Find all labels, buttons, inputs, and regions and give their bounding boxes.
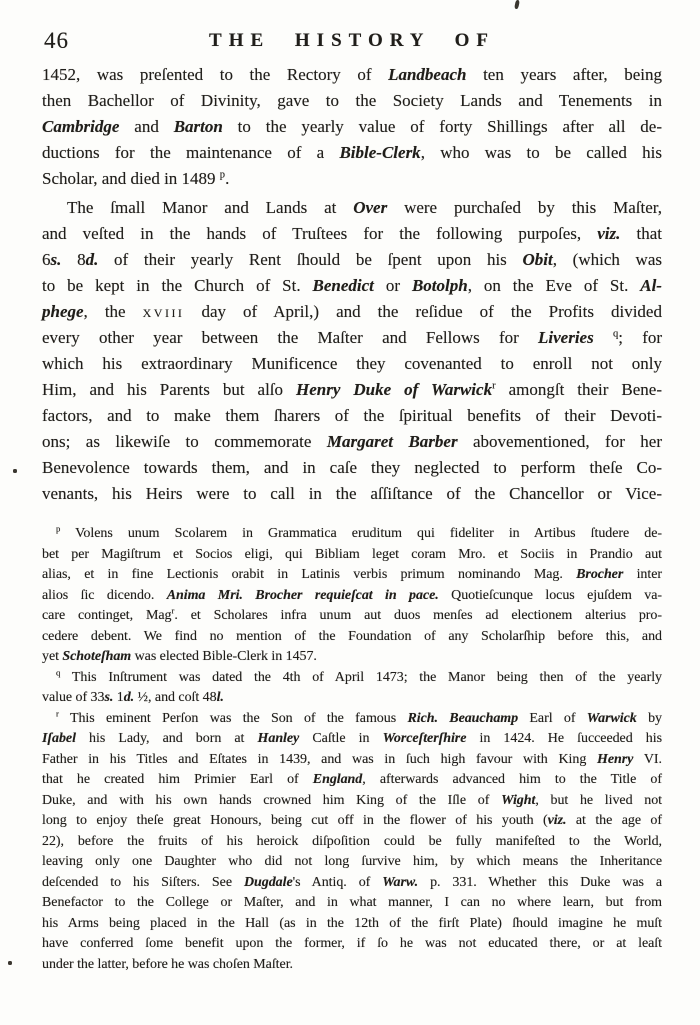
text-line: ons; as likewiſe to commemorate Margaret Barber abovementioned, for her (42, 432, 662, 451)
text-line: 6s. 8d. of their yearly Rent ſhould be ſpent upon his Obit, (which was (42, 250, 663, 269)
text-line: his Arms being placed in the Hall (as in the 12th of the firſt Plate) ſhould imagine he muſt (42, 915, 662, 931)
page-number: 46 (44, 28, 69, 53)
text-line: The ſmall Manor and Lands at Over were purchaſed by this Maſter, (67, 198, 662, 217)
text-line: under the latter, before he was choſen Maſter. (42, 956, 293, 972)
paragraph (42, 195, 662, 507)
text-line: factors, and to make them ſharers of the ſpiritual benefits of their Devoti- (42, 406, 662, 425)
text-line: Duke, and with his own hands crowned him King of the Iſle of Wight, but he lived not (42, 792, 662, 808)
paragraph (42, 668, 662, 709)
running-title: THE HISTORY OF (209, 30, 495, 51)
text-line: bet per Magiſtrum et Socios eligi, qui Bibliam leget coram Mro. et Sociis in Prandio aut (42, 546, 662, 562)
text-line: venants, his Heirs were to call in the aſſiſtance of the Chancellor or Vice- (42, 484, 662, 503)
text-line: Him, and his Parents but alſo Henry Duke of Warwick$^r$ amongſt their Bene- (42, 380, 663, 399)
paragraph (42, 709, 662, 976)
text-line: alios ſic dicendo. Anima Mri. Brocher requieſcat in pace. Quotieſcunque locus ejuſdem va- (42, 587, 662, 603)
text-line: every other year between the Maſter and Fellows for Liveries $^q$; for (42, 328, 663, 347)
text-line: alias, et in fine Lectionis orabit in Latinis verbis primum nominando Mag. Brocher inter (42, 567, 663, 582)
scan-speck (13, 469, 17, 473)
text-line: $^r$ This eminent Perſon was the Son of the famous Rich. Beauchamp Earl of Warwick by (56, 707, 662, 726)
text-line: yet Schoteſham was elected Bible-Clerk in 1457. (42, 649, 317, 664)
text-line: have conferred ſome benefit upon the former, if ſo he was not educated there, or at leaſt (42, 936, 662, 951)
text-line: deſcended to his Siſters. See Dugdale's Antiq. of Warw. p. 331. Whether this Duke was a (42, 874, 662, 890)
text-line: phege, the xviii day of April,) and the reſidue of the Profits divided (42, 302, 662, 321)
text-line: ductions for the maintenance of a Bible-Clerk, who was to be called his (42, 143, 662, 162)
text-line: Benefactor to the College or Maſter, and in what manner, I can no where learn, but from (42, 895, 662, 910)
paragraph (42, 62, 662, 192)
text-line: $^q$ This Inſtrument was dated the 4th of April 1473; the Manor being then of the yearly (56, 666, 662, 685)
footnotes (42, 524, 662, 975)
text-line: and veſted in the hands of Truſtees for the following purpoſes, viz. that (42, 224, 662, 243)
text-line: which his extraordinary Munificence they covenanted to enroll not only (42, 354, 662, 373)
text-line: cedere debent. We find no mention of the Foundation of any Scholarſhip before this, and (42, 628, 662, 644)
text-line: 1452, was preſented to the Rectory of Landbeach ten years after, being (42, 65, 662, 84)
text-line: to be kept in the Church of St. Benedict or Botolph, on the Eve of St. Al- (42, 276, 662, 295)
paragraph (42, 524, 662, 668)
text-line: then Bachellor of Divinity, gave to the Society Lands and Tenements in (42, 91, 662, 110)
text-line: Father in his Titles and Eſtates in 1439, and was in ſuch high favour with King Henry VI. (42, 751, 662, 767)
text-line: 22), before the fruits of his heroick diſpoſition could be fully manifeſted to the World, (42, 833, 662, 849)
text-line: long to enjoy theſe great Honours, being cut off in the flower of his youth (viz. at the age of (42, 813, 662, 828)
text-line: Iſabel his Lady, and born at Hanley Caſtle in Worceſterſhire in 1424. He ſucceeded his (42, 731, 662, 746)
scan-speck (514, 0, 520, 9)
text-line: leaving only one Daughter who did not long ſurvive him, by which means the Inheritance (42, 854, 662, 869)
text-line: Benevolence towards them, and in caſe they neglected to perform theſe Co- (42, 458, 662, 477)
text-line: that he created him Primier Earl of England, afterwards advanced him to the Title of (42, 772, 662, 787)
text-line: Cambridge and Barton to the yearly value of forty Shillings after all de- (42, 117, 662, 136)
page-header (44, 26, 660, 56)
text-line: Scholar, and died in 1489 $^p$. (42, 169, 230, 188)
text-line: value of 33s. 1d. ½, and coſt 48l. (42, 690, 224, 705)
scan-speck (8, 961, 12, 965)
text-line: care continget, Mag$^r$. et Scholares infra unum aut duos menſes ad electionem alterius pro- (42, 605, 662, 623)
text-line: $^p$ Volens unum Scolarem in Grammatica eruditum qui fideliter in Artibus ſtudere de- (56, 523, 662, 541)
main-text (42, 62, 662, 507)
